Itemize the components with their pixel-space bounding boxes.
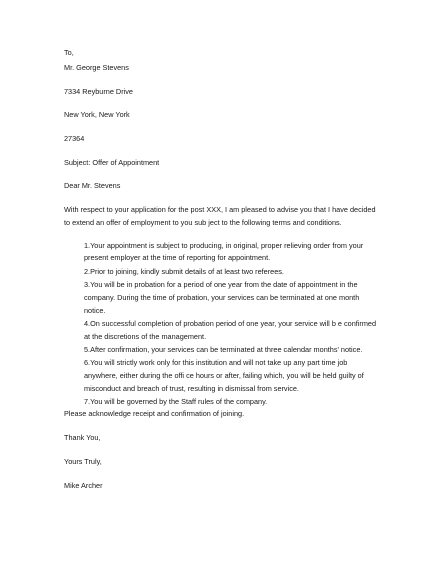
closing-line: Yours Truly, xyxy=(64,457,102,466)
term-line: notice. xyxy=(84,306,106,315)
term-line: 3.You will be in probation for a period of one year from the date of appointment in the xyxy=(84,280,358,289)
thanks-line: Thank You, xyxy=(64,433,101,442)
intro-line: With respect to your application for the post XXX, I am pleased to advise you that I have decided xyxy=(64,205,376,214)
term-line: present employer at the time of reporting for appointment. xyxy=(84,253,271,262)
signature-name: Mike Archer xyxy=(64,481,103,490)
term-line: 6.You will strictly work only for this institution and will not take up any part time job xyxy=(84,358,348,367)
term-line: misconduct and breach of trust, resulting in dismissal from service. xyxy=(84,384,299,393)
term-line: 1.Your appointment is subject to producing, in original, proper relieving order from your xyxy=(84,241,364,250)
term-line: anywhere, either during the offi ce hours or after, failing which, you will be held guilty of xyxy=(84,371,364,380)
address-street: 7334 Reyburne Drive xyxy=(64,87,133,96)
acknowledge-line: Please acknowledge receipt and confirmation of joining. xyxy=(64,409,245,418)
address-zip: 27364 xyxy=(64,134,85,143)
term-line: 4.On successful completion of probation period of one year, your service will b e confirmed xyxy=(84,319,377,328)
address-city: New York, New York xyxy=(64,110,130,119)
term-line: 7.You will be governed by the Staff rules of the company. xyxy=(84,397,268,406)
greeting: Dear Mr. Stevens xyxy=(64,181,121,190)
subject-line: Subject: Offer of Appointment xyxy=(64,158,160,167)
recipient-name: Mr. George Stevens xyxy=(64,63,129,72)
term-line: company. During the time of probation, your services can be terminated at one month xyxy=(84,293,360,302)
salutation-to: To, xyxy=(64,48,74,57)
term-line: at the discretions of the management. xyxy=(84,332,207,341)
intro-line: to extend an offer of employment to you sub ject to the following terms and conditions. xyxy=(64,218,342,227)
term-line: 2.Prior to joining, kindly submit details of at least two referees. xyxy=(84,267,284,276)
term-line: 5.After confirmation, your services can be terminated at three calendar months' notice. xyxy=(84,345,363,354)
